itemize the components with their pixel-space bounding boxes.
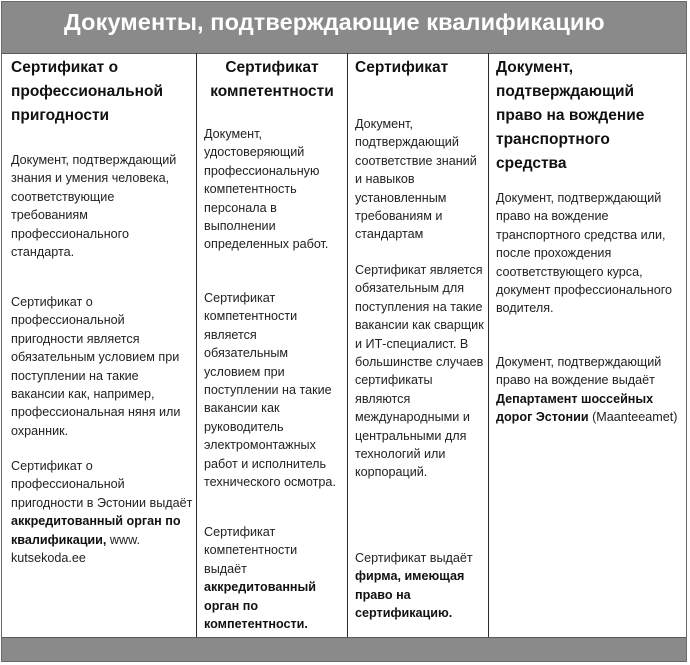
table-footer-bar <box>2 637 686 661</box>
column-description: Документ, подтверждающий соответствие знаний и навыков установленным требованиям и стандартам <box>355 117 477 242</box>
issuer-name: аккредитованный орган по квалификации, <box>11 514 181 547</box>
issuer-prefix: Документ, подтверждающий право на вождение выдаёт <box>496 355 662 388</box>
column-requirement-text: Сертификат о профессиональной пригодности является обязательным условием при поступлении на такие вакансии как, например, профессиональная няня или охранник. <box>11 295 181 438</box>
issuer-name: аккредитованный орган по компетентности. <box>204 580 317 632</box>
column-issuer-text <box>11 457 193 567</box>
column-description: Документ, подтверждающий право на вождение транспортного средства или, после прохождения соответствующего курса, документ профессионального водителя. <box>496 191 673 316</box>
issuer-prefix: Сертификат о профессиональной пригодности в Эстонии выдаёт <box>11 459 193 510</box>
column-description: Документ, удостоверяющий профессиональную компетентность персонала в выполнении определенных работ. <box>204 127 329 252</box>
column-requirement-text: Сертификат является обязательным для поступления на такие вакансии как сварщик и ИТ-специалист. В большинстве случаев сертификаты являются международными и центральными для технологий или корпораций. <box>355 263 484 480</box>
column-requirement-text: Сертификат компетентности является обязательным условием при поступлении на такие вакансии как руководитель электромонтажных работ и исполнитель технического осмотра. <box>204 291 336 490</box>
issuer-suffix: www. kutsekoda.ee <box>11 532 141 566</box>
column-title: Документ, подтверждающий право на вождение транспортного средства <box>496 59 645 172</box>
issuer-prefix: Сертификат выдаёт <box>355 551 473 565</box>
column-certificate <box>348 53 489 638</box>
issuer-prefix: Сертификат компетентности выдаёт <box>204 525 298 576</box>
column-description: Документ, подтверждающий знания и умения человека, соответствующие требованиям профессионального стандарта. <box>11 153 177 260</box>
table-header <box>2 2 686 54</box>
issuer-name: фирма, имеющая право на сертификацию. <box>355 569 465 621</box>
column-title: Сертификат о профессиональной пригодности <box>11 59 164 124</box>
issuer-name: Департамент шоссейных дорог Эстонии <box>496 391 654 425</box>
column-issuer-text <box>496 353 686 427</box>
column-issuer-text <box>204 523 338 633</box>
column-driving-license-document <box>489 53 688 638</box>
column-competence-certificate <box>197 53 348 638</box>
column-professional-suitability-certificate <box>2 53 197 638</box>
issuer-suffix: (Maanteeamet) <box>588 410 678 425</box>
column-title: Сертификат <box>355 59 449 76</box>
qualification-documents-table <box>1 1 687 662</box>
column-title: Сертификат компетентности <box>210 59 334 100</box>
table-title: Документы, подтверждающие квалификацию <box>64 9 605 35</box>
column-issuer-text <box>355 549 485 623</box>
